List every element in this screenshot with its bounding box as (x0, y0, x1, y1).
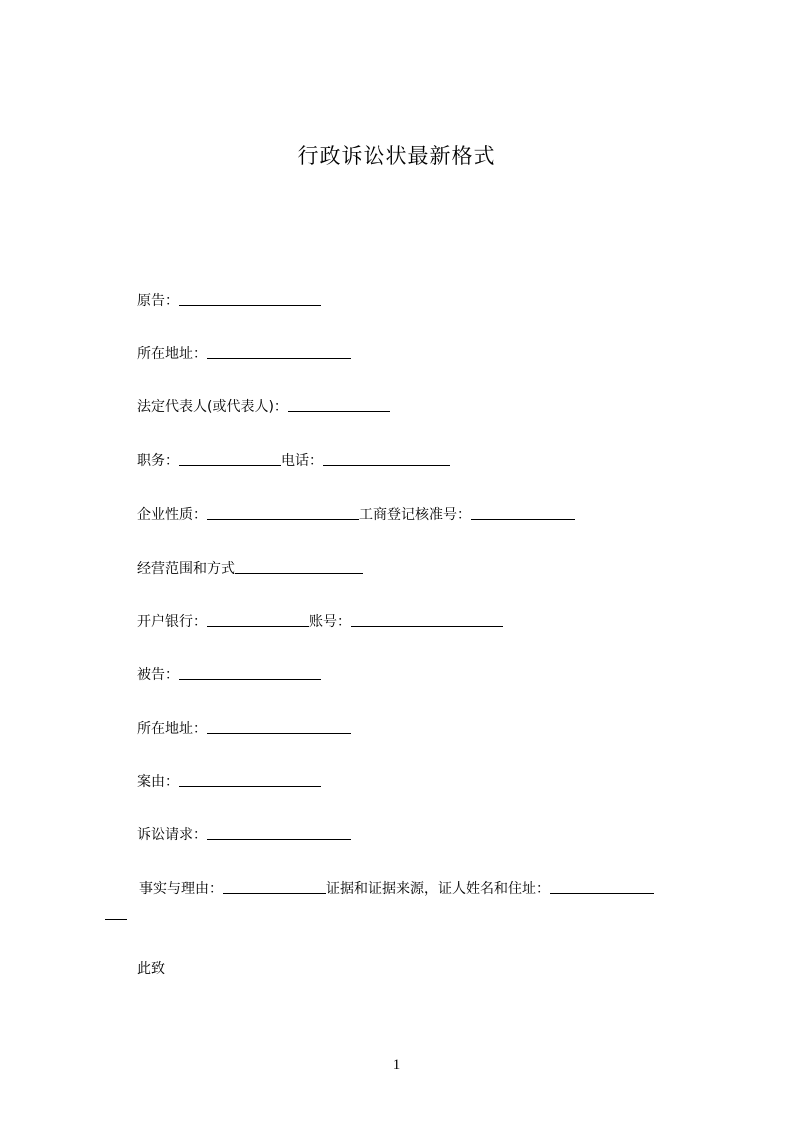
phone-label: 电话： (281, 453, 323, 469)
defendant-line (137, 666, 321, 684)
position-phone-line (137, 452, 450, 470)
evidence-blank-continuation[interactable] (105, 919, 127, 920)
legal-rep-blank[interactable] (288, 410, 390, 412)
legal-rep-line (137, 398, 390, 416)
defendant-blank[interactable] (179, 678, 321, 680)
company-nature-label: 企业性质： (137, 507, 207, 523)
facts-evidence-line (139, 880, 654, 898)
plaintiff-address-label: 所在地址： (137, 346, 207, 362)
claims-label: 诉讼请求： (137, 827, 207, 843)
bank-blank[interactable] (207, 625, 309, 627)
plaintiff-line (137, 292, 321, 310)
account-label: 账号： (309, 614, 351, 630)
account-blank[interactable] (351, 625, 503, 627)
company-nature-line (137, 506, 575, 524)
evidence-blank[interactable] (550, 892, 654, 894)
plaintiff-address-blank[interactable] (207, 357, 351, 359)
business-scope-line (137, 560, 363, 578)
plaintiff-address-line (137, 345, 351, 363)
defendant-address-label: 所在地址： (137, 721, 207, 737)
facts-label: 事实与理由： (139, 881, 223, 897)
business-reg-blank[interactable] (471, 518, 575, 520)
company-nature-blank[interactable] (207, 518, 359, 520)
cause-line (137, 773, 321, 791)
page-number: 1 (392, 1057, 401, 1073)
plaintiff-blank[interactable] (179, 304, 321, 306)
cause-label: 案由： (137, 774, 179, 790)
business-scope-label: 经营范围和方式 (137, 561, 235, 577)
defendant-address-line (137, 720, 351, 738)
bank-account-line (137, 613, 503, 631)
bank-label: 开户银行： (137, 614, 207, 630)
closing-line (137, 960, 165, 978)
claims-line (137, 826, 351, 844)
business-reg-label: 工商登记核准号： (359, 507, 471, 523)
page-title: 行政诉讼状最新格式 (297, 144, 496, 168)
plaintiff-label: 原告： (137, 293, 179, 309)
business-scope-blank[interactable] (235, 572, 363, 574)
defendant-label: 被告： (137, 667, 179, 683)
evidence-label: 证据和证据来源，证人姓名和住址： (326, 881, 550, 897)
position-blank[interactable] (179, 464, 281, 466)
legal-rep-label: 法定代表人(或代表人)： (137, 399, 288, 415)
defendant-address-blank[interactable] (207, 732, 351, 734)
claims-blank[interactable] (207, 838, 351, 840)
closing-text: 此致 (137, 961, 165, 977)
facts-blank[interactable] (223, 892, 326, 894)
position-label: 职务： (137, 453, 179, 469)
phone-blank[interactable] (323, 464, 450, 466)
cause-blank[interactable] (179, 785, 321, 787)
